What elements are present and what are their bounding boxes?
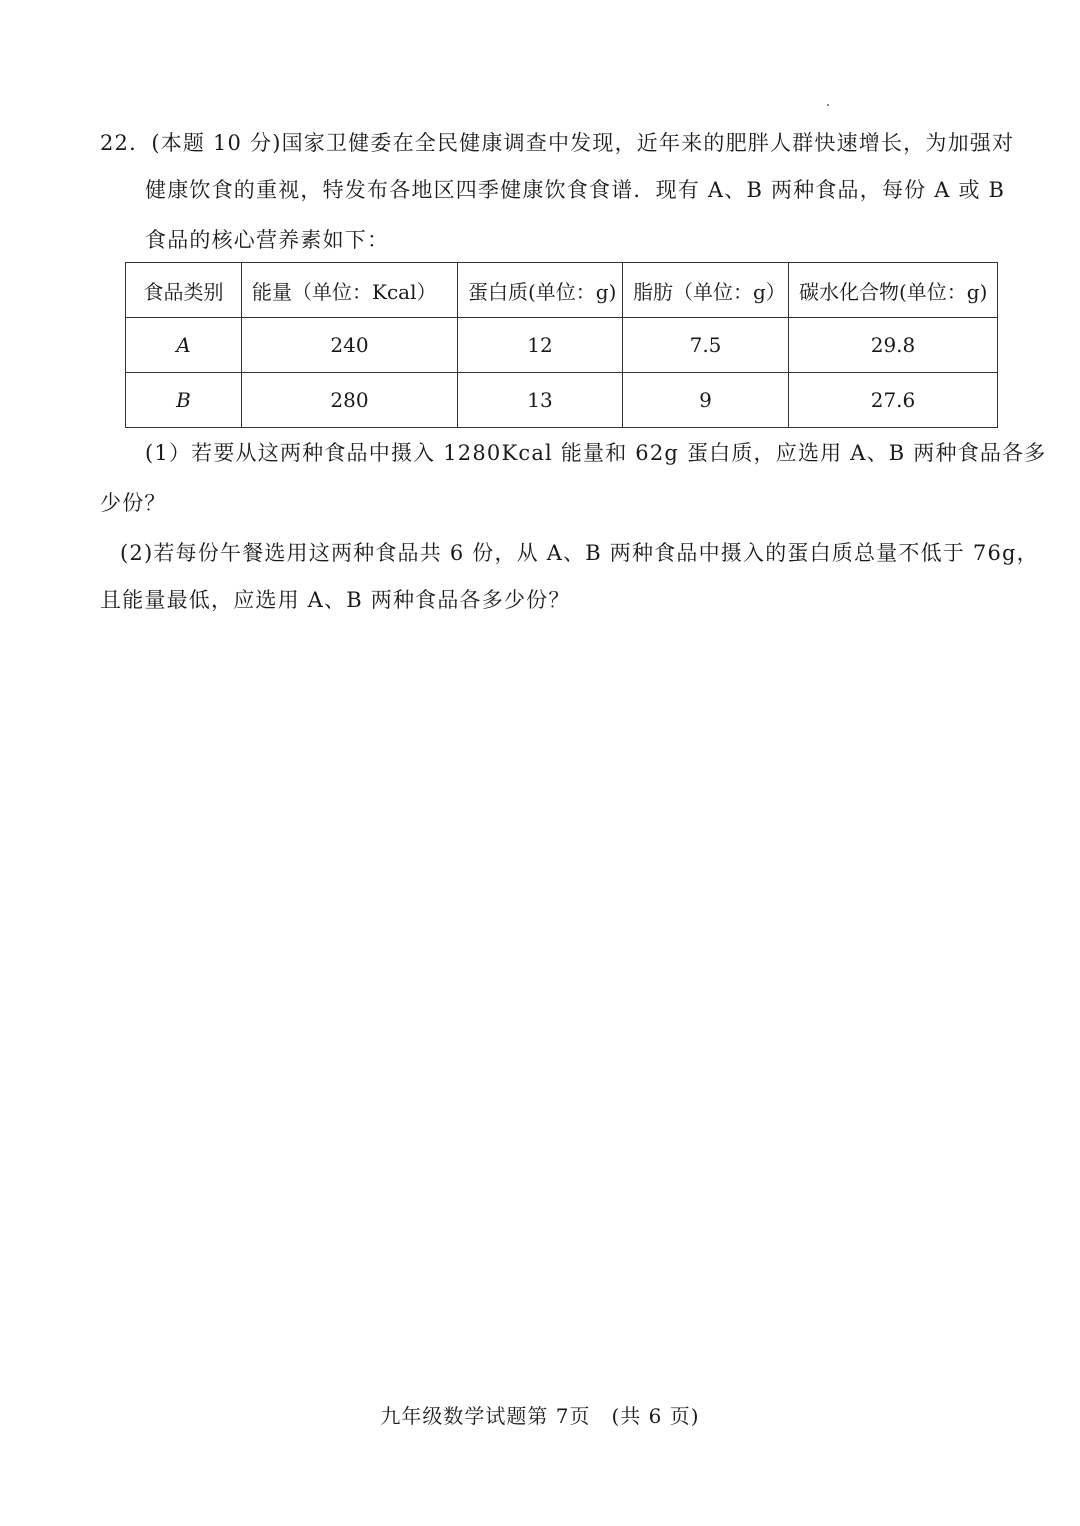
table-row (126, 373, 998, 428)
question-text-1: (本题 10 分)国家卫健委在全民健康调查中发现，近年来的肥胖人群快速增长，为加强对 (151, 131, 1015, 155)
subquestion-2-line-2: 且能量最低，应选用 A、B 两种食品各多少份？ (100, 588, 571, 612)
header-food-type: 食品类别 (126, 263, 242, 318)
question-line-1 (100, 128, 1014, 158)
scan-speck (827, 104, 829, 106)
header-carbs: 碳水化合物(单位：g) (789, 263, 998, 318)
page-footer: 九年级数学试题第 7页 (共 6 页) (380, 1404, 700, 1428)
table-row (126, 318, 998, 373)
cell-protein-a: 12 (458, 318, 623, 373)
cell-food-b: B (126, 373, 242, 428)
cell-carbs-a: 29.8 (789, 318, 998, 373)
cell-protein-b: 13 (458, 373, 623, 428)
subquestion-1-line-2: 少份？ (100, 491, 167, 515)
nutrition-table (125, 262, 998, 428)
cell-food-a: A (126, 318, 242, 373)
header-fat: 脂肪（单位：g） (623, 263, 789, 318)
question-number: 22． (100, 131, 152, 155)
question-line-2: 健康饮食的重视，特发布各地区四季健康饮食食谱．现有 A、B 两种食品，每份 A 或 B (145, 178, 1006, 202)
cell-energy-a: 240 (242, 318, 458, 373)
cell-carbs-b: 27.6 (789, 373, 998, 428)
question-line-3: 食品的核心营养素如下： (145, 228, 390, 252)
table-header-row (126, 263, 998, 318)
subquestion-1-line-1: (1）若要从这两种食品中摄入 1280Kcal 能量和 62g 蛋白质，应选用 A、B 两种食品各多 (145, 441, 1047, 465)
header-energy: 能量（单位：Kcal） (242, 263, 458, 318)
header-protein: 蛋白质(单位：g) (458, 263, 623, 318)
subquestion-2-line-1: (2)若每份午餐选用这两种食品共 6 份，从 A、B 两种食品中摄入的蛋白质总量不低于 76g， (120, 541, 1039, 565)
cell-energy-b: 280 (242, 373, 458, 428)
cell-fat-a: 7.5 (623, 318, 789, 373)
cell-fat-b: 9 (623, 373, 789, 428)
